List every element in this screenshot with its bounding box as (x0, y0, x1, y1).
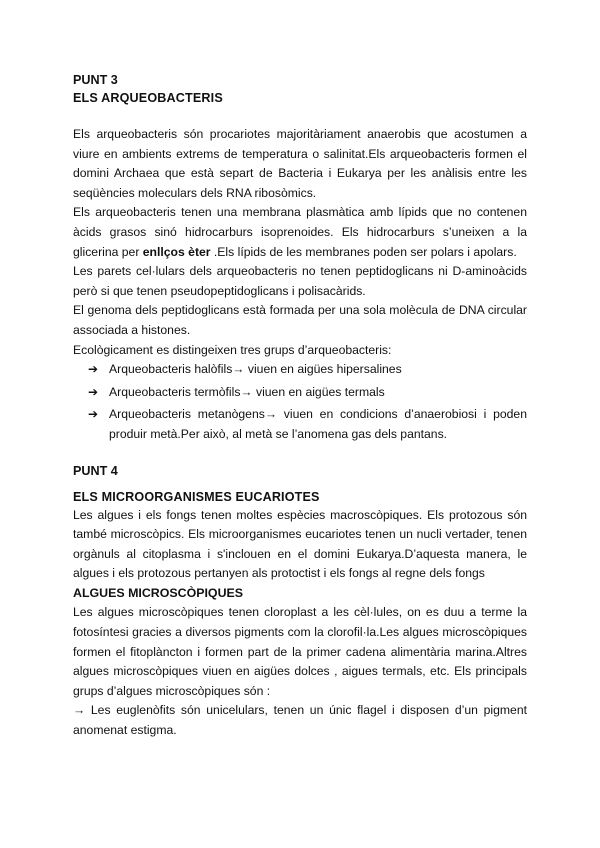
arrow-icon: ➔ (88, 407, 99, 422)
section4-title: ELS MICROORGANISMES EUCARIOTES (73, 489, 320, 504)
section4-punt-label: PUNT 4 (73, 463, 118, 478)
document-page (73, 71, 527, 741)
section3-punt-label: PUNT 3 (73, 73, 118, 87)
section3-paragraph-3: Les parets cel·lulars dels arqueobacteris no tenen peptidoglicans ni D-aminoàcids però si que tenen pseudopeptidoglicans i polisacàrids. (73, 264, 527, 298)
section3-paragraph-2 (73, 203, 527, 262)
arrow-icon: ➔ (88, 362, 99, 377)
section3-paragraph-2-start: Els arqueobacteris tenen una membrana plasmàtica amb lípids que no contenen àcids grasos sinó hidrocarburs isoprenoides. Els hidrocarburs s’uneixen a la glicerina per (73, 205, 527, 259)
section3-paragraph-1: Els arqueobacteris són procariotes majoritàriament anaerobis que acostumen a viure en ambients extrems de temperatura o salinitat.Els arqueobacteris formen el domini Archaea que està separt de Bacteria i Eukarya per les anàlisis entre les seqüències moleculars dels RNA ribosòmics. (73, 127, 527, 200)
section4-paragraph-2: Les algues microscòpiques tenen cloroplast a les cèl·lules, on es duu a terme la fotosíntesi gracies a diversos pigments com la clorofil·la.Les algues microscòpiques formen el fitoplàncton i formen part de la primer cadena alimentària marina.Altres algues microscòpiques viuen en aigües dolces , aigues termals, etc. Els principals grups d’algues microscòpiques són : (73, 605, 527, 698)
section3-paragraph-5: Ecològicament es distingeixen tres grups d’arqueobacteris: (73, 342, 392, 357)
section4-subheading: ALGUES MICROSCÒPIQUES (73, 585, 244, 600)
section3-paragraph-4: El genoma dels peptidoglicans està formada per una sola molècula de DNA circular associada a histones. (73, 303, 527, 337)
list-item (73, 360, 527, 380)
section3-title: ELS ARQUEOBACTERIS (73, 91, 223, 105)
archaea-groups-list (73, 360, 527, 444)
section3-paragraph-2-end: .Els lípids de les membranes poden ser polars i apolars. (210, 244, 517, 259)
list-item (73, 405, 527, 444)
list-item-text: Arqueobacteris halòfils→ viuen en aigües hipersalines (109, 362, 402, 377)
list-item-text: Arqueobacteris termòfils→ viuen en aigües termals (109, 384, 385, 399)
spacer (73, 448, 527, 462)
list-item-text: Arqueobacteris metanògens→ viuen en condicions d’anaerobiosi i poden produir metà.Per això, al metà se l’anomena gas dels pantans. (109, 407, 527, 441)
section3-paragraph-2-bold: enllços èter (142, 244, 211, 259)
arrow-icon: ➔ (88, 384, 99, 399)
section4-paragraph-1: Les algues i els fongs tenen moltes espècies macroscòpiques. Els protozous són també microscòpics. Els microorganismes eucariotes tenen un nucli vertader, tenen orgànuls al citoplasma i s'inclouen en el domini Eukarya.D’aquesta manera, le algues i els protozous pertanyen als protoctist i els fongs al regne dels fongs (73, 507, 527, 581)
list-item (73, 383, 527, 403)
section4-paragraph-3: → Les euglenòfits són unicelulars, tenen un únic flagel i disposen d’un pigment anomenat estigma. (73, 703, 527, 738)
spacer (73, 480, 527, 488)
spacer (73, 107, 527, 125)
